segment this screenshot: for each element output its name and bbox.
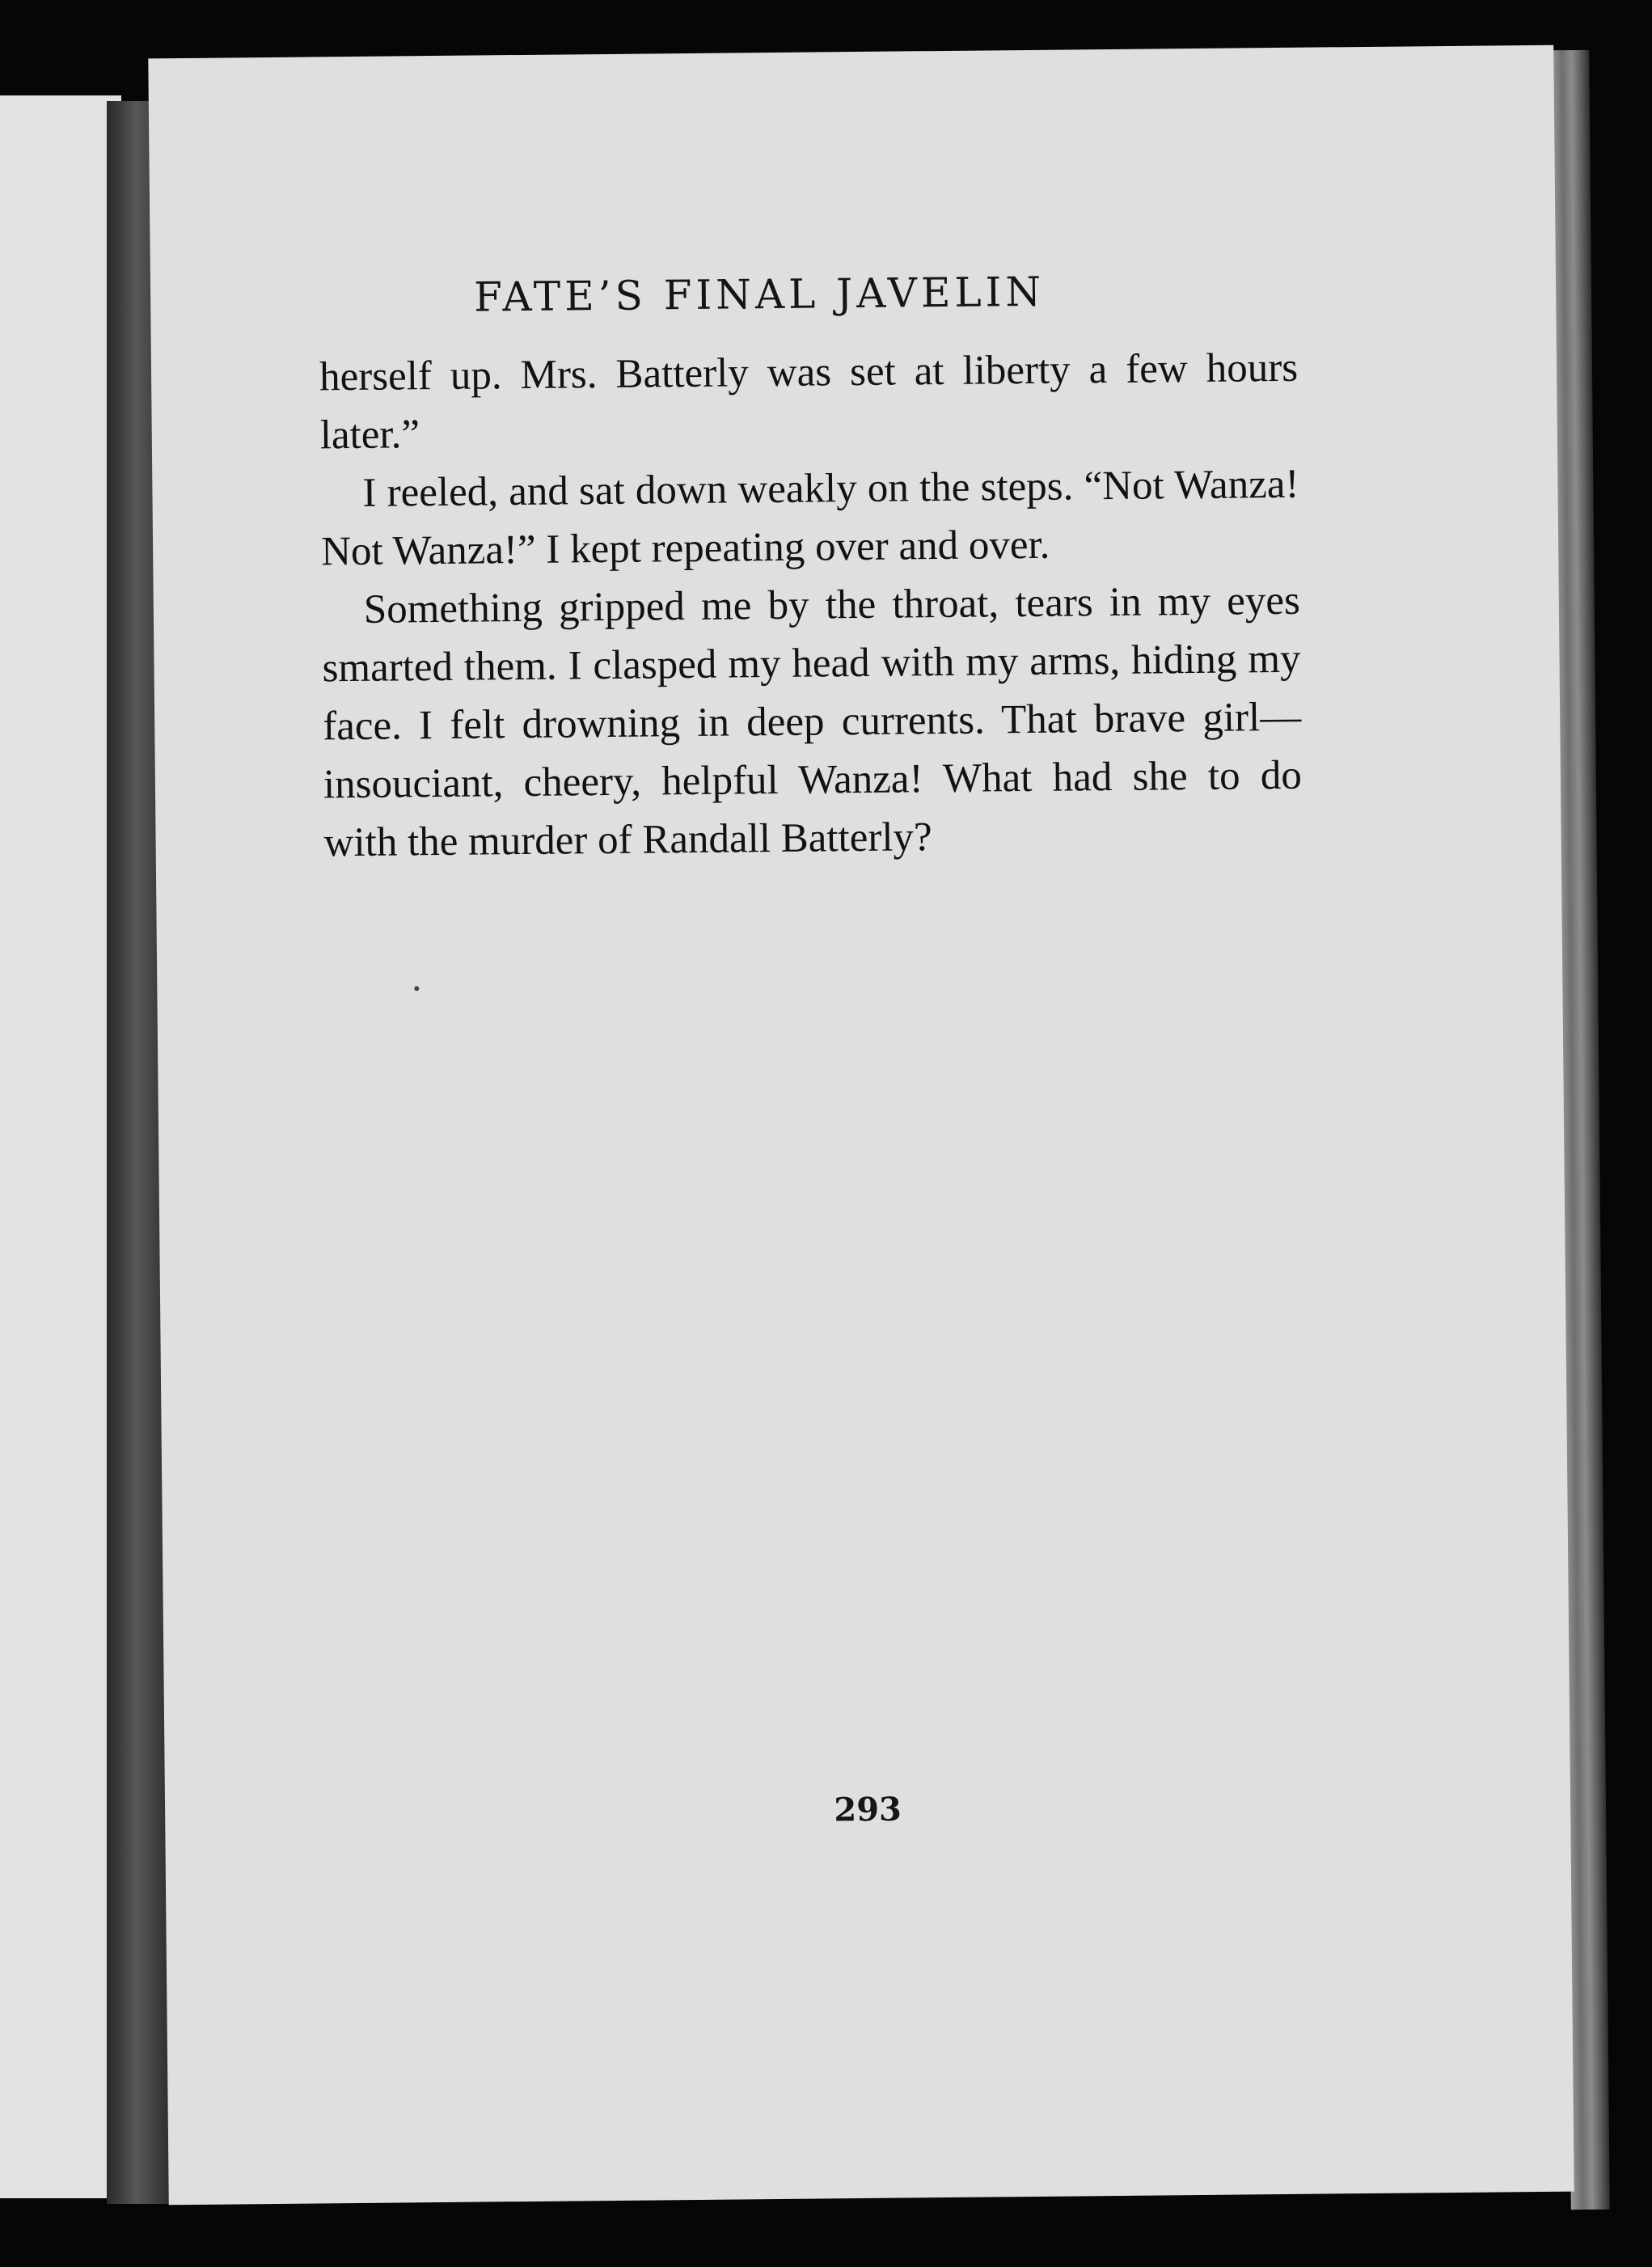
running-head: FATE’S FINAL JAVELIN	[473, 268, 1046, 321]
body-text	[319, 339, 1303, 873]
book-page	[148, 45, 1574, 2206]
ink-speck	[414, 986, 419, 991]
paragraph: I reeled, and sat down weakly on the steps. “Not Wanza! Not Wanza!” I kept repeating over and over.	[320, 461, 1299, 575]
paragraph: Something gripped me by the throat, tears in my eyes smarted them. I clasped my head with my arms, hiding my face. I felt drowning in deep currents. That brave girl—insouciant, cheery, helpful Wanza! What had she to do with the murder of Randall Batterly?	[322, 577, 1303, 866]
previous-page-edge	[0, 95, 121, 2198]
paragraph: herself up. Mrs. Batterly was set at liberty a few hours later.”	[319, 345, 1299, 459]
page-number: 293	[834, 1790, 902, 1829]
